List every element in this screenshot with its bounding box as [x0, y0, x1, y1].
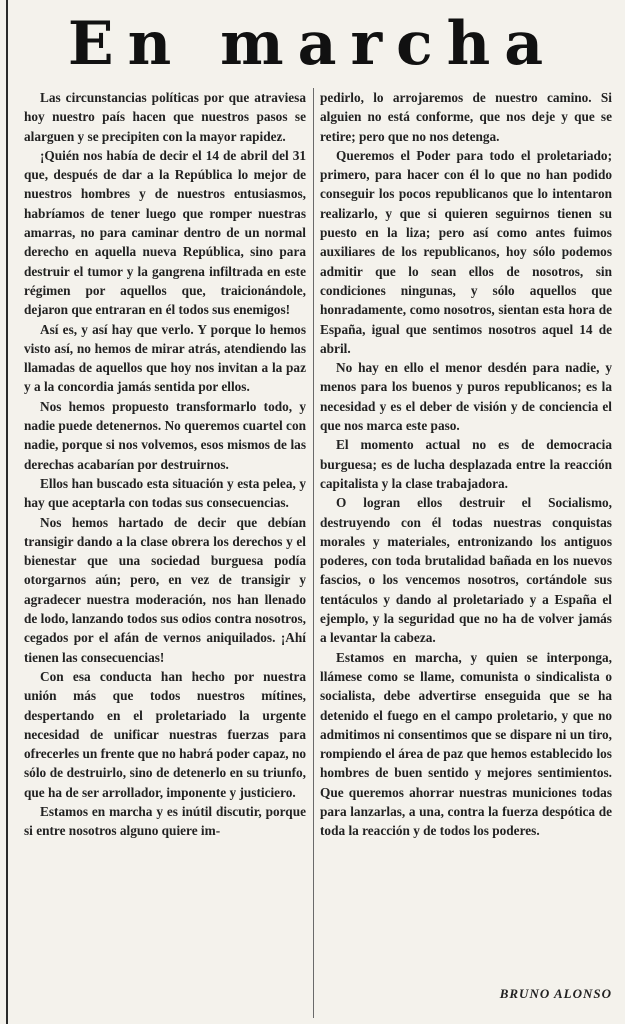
paragraph: Estamos en marcha y es inútil discutir, porque si entre nosotros alguno quiere im- [24, 803, 306, 839]
paragraph: El momento actual no es de democracia burguesa; es de lucha desplazada entre la reacción capitalista y la clase trabajadora. [320, 437, 612, 491]
paragraph: Las circunstancias políticas por que atraviesa hoy nuestro país hacen que nuestros pasos se alarguen y se precipiten con la mayor rapidez. [24, 90, 306, 144]
paragraph: Así es, y así hay que verlo. Y porque lo hemos visto así, no hemos de mirar atrás, atendiendo las llamadas de aquellos que hoy nos invitan a la paz y a la concordia jamás sentida por ellos. [24, 321, 306, 395]
paragraph: Nos hemos propuesto transformarlo todo, y nadie puede detenernos. No queremos cuartel con nadie, porque si nos volvemos, esos mismos de las derechas acabarían por destruirnos. [24, 398, 306, 472]
paragraph: No hay en ello el menor desdén para nadie, y menos para los buenos y puros republicanos; es la necesidad y es el deber de visión y de conciencia el que nos marca este paso. [320, 360, 612, 434]
author-signature: BRUNO ALONSO [499, 986, 612, 1001]
paragraph: O logran ellos destruir el Socialismo, destruyendo con él todas nuestras conquistas morales y materiales, entronizando los antiguos poderes, con toda brutalidad bañada en los nuevos fascios, o los vencemos nosotros, cortándole sus tentáculos y dando al proletariado y a España el ejemplo, y la seguridad que no ha de volver jamás a levantar la cabeza. [320, 495, 612, 646]
paragraph: Ellos han buscado esta situación y esta pelea, y hay que aceptarla con todas sus consecuencias. [24, 475, 306, 511]
column-divider [313, 88, 314, 1018]
paragraph-continuation: pedirlo, lo arrojaremos de nuestro camino. Si alguien no está conforme, que nos deje y que se retire; pero que no nos detenga. [320, 90, 612, 144]
paragraph: Queremos el Poder para todo el proletariado; primero, para hacer con él lo que no han podido conseguir los pocos republicanos que lo intentaron realizarlo, y que si quieren seguirnos tienen su puesto en la liza; pero así como antes fuimos auxiliares de los republicanos, hoy sólo podemos admitir que lo sean ellos de nosotros, sin condiciones ningunas, y sólo aquellos que honradamente, como nosotros, sientan esta hora de España, igual que sentimos nosotros aquel 14 de abril. [320, 147, 612, 356]
article-headline: En marcha [67, 9, 558, 79]
left-column [24, 88, 306, 841]
paragraph: ¡Quién nos había de decir el 14 de abril del 31 que, después de dar a la República lo mejor de nuestros hombres y de nuestros entusiasmos, habríamos de tener luego que romper nuestras amarras, no para caminar dentro de un normal derecho en aquella nueva República, sino para destruir el tumor y la gangrena infiltrada en este régimen por aquellos que, traicionándole, dejaron que entraran en él todos sus enemigos! [24, 147, 306, 318]
column-rule-left [6, 0, 8, 1024]
right-column [320, 88, 612, 841]
paragraph: Nos hemos hartado de decir que debían transigir dando a la clase obrera los derechos y el bienestar que una sociedad burguesa podía otorgarnos aún; pero, en vez de transigir y agradecer nuestra moderación, nos han llenado de lodo, lanzando todos sus odios contra nosotros, cegados por el afán de vernos aniquilados. ¡Ahí tienen las consecuencias! [24, 514, 306, 665]
paragraph: Estamos en marcha, y quien se interponga, llámese como se llame, comunista o sindicalista o socialista, debe advertirse enseguida que se ha detenido el fuego en el campo proletario, y que no admitimos ni consentimos que se dispare ni un tiro, rompiendo el área de paz que hemos establecido los hombres de buen sentido y mejores sentimientos. Que queremos ahorrar nuestras municiones todas para lanzarlas, a una, contra la fuerza despótica de toda la reacción y de todos los poderes. [320, 649, 612, 839]
paragraph: Con esa conducta han hecho por nuestra unión más que todos nuestros mítines, despertando en el proletariado la urgente necesidad de unificar nuestras fuerzas para ofrecerles un frente que no habrá poder capaz, no sólo de destruirlo, sino de detenerlo en su triunfo, que ha de ser arrollador, imponente y justiciero. [24, 668, 306, 800]
